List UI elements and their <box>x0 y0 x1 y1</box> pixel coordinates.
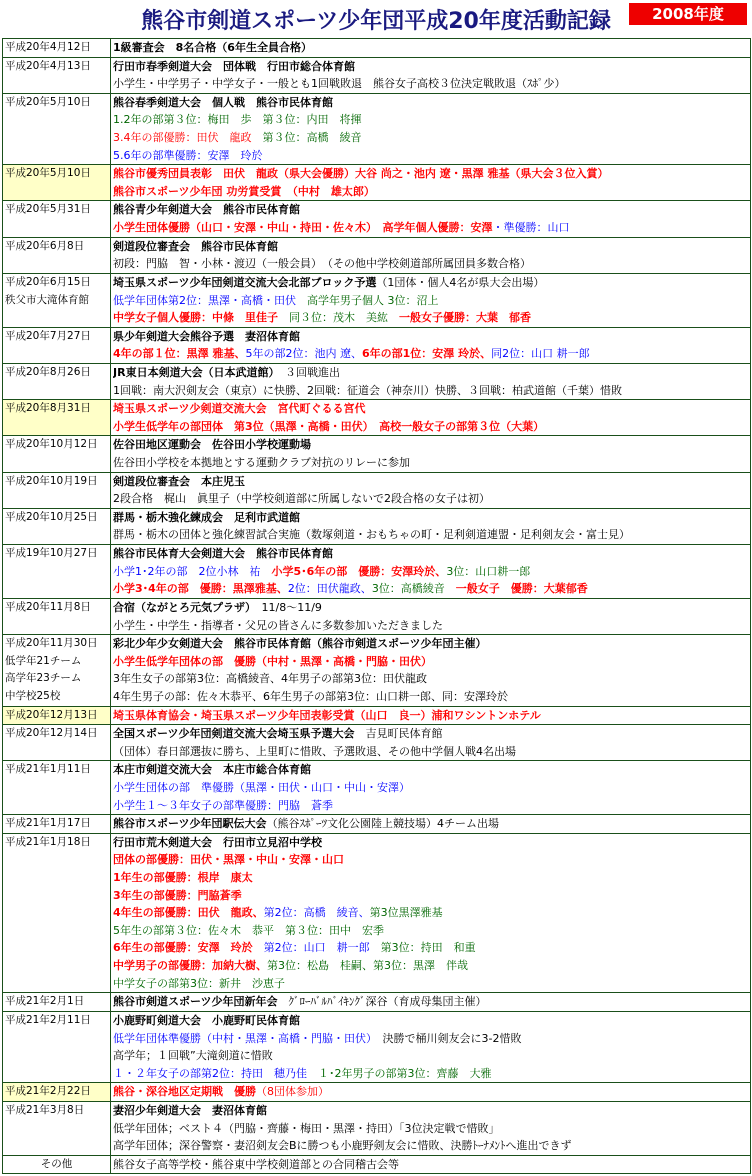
date-cell <box>3 725 111 761</box>
date-cell <box>3 363 111 399</box>
detail-line <box>113 617 748 635</box>
text-segment: （1団体・個人4名が県大会出場） <box>376 275 545 289</box>
text-segment: 低学年団体；ベスト４（門脇・齊藤・梅田・黒澤・持田）「3位決定戦で惜敗」 <box>113 1121 500 1135</box>
date-line: 平成20年11月8日 <box>5 600 91 613</box>
activity-row <box>3 39 751 58</box>
date-cell <box>3 1083 111 1102</box>
text-segment: 3年生の部優勝：門脇蒼季 <box>113 888 242 902</box>
date-cell <box>3 201 111 237</box>
detail-line <box>113 797 748 815</box>
detail-cell <box>111 833 751 992</box>
date-line: 平成20年10月19日 <box>5 474 98 487</box>
event-heading-line <box>113 834 748 852</box>
text-segment: 群馬・栃木の団体と強化練習試合実施（数塚剣道・おもちゃの町・足利剣道連盟・足利剣友会・富士見） <box>113 528 630 542</box>
text-segment: 2位：田伏龍政、 <box>287 582 372 596</box>
event-heading-line <box>113 94 748 112</box>
text-segment: 吉見町民体育館 <box>354 727 443 741</box>
event-heading-line <box>113 599 748 617</box>
date-line: 平成20年5月10日 <box>5 167 91 180</box>
activity-row <box>3 472 751 508</box>
event-heading-line <box>113 1012 748 1030</box>
text-segment: 3位：高橋綾音 <box>371 582 445 596</box>
event-heading-line <box>113 436 748 454</box>
text-segment: 高学年団体；深谷警察・妻沼剣友会Bに勝つも小鹿野剣友会に惜敗、決勝ﾄｰﾅﾒﾝﾄへ進出できず <box>113 1139 572 1153</box>
activity-row <box>3 833 751 992</box>
text-segment: 6年の部1位：安澤 玲於、 <box>361 347 492 361</box>
detail-line <box>113 147 748 165</box>
detail-line <box>113 292 748 310</box>
text-segment: 小学1･2年の部 2位小林 祐 <box>113 564 261 578</box>
text-segment: 本庄市剣道交流大会 本庄市総合体育館 <box>113 763 311 777</box>
detail-line <box>113 1030 748 1048</box>
event-heading-line <box>113 993 748 1011</box>
detail-line <box>113 111 748 129</box>
detail-cell <box>111 400 751 436</box>
activity-row <box>3 165 751 201</box>
date-cell <box>3 545 111 599</box>
event-heading-line <box>113 201 748 219</box>
activity-row <box>3 436 751 472</box>
text-segment: 熊谷市剣道スポーツ少年団新年会 <box>113 995 278 1009</box>
event-heading-line <box>113 725 748 743</box>
date-cell <box>3 1155 111 1174</box>
text-segment: 熊谷市優秀団員表彰 田伏 龍政（県大会優勝）大谷 尚之・池内 遼・黒澤 雅基（県大会３位入賞） <box>113 167 609 181</box>
date-cell <box>3 165 111 201</box>
activity-row <box>3 598 751 634</box>
date-cell <box>3 1011 111 1082</box>
text-segment: 小学生・中学生・指導者・父兄の皆さんに多数参加いただきました <box>113 618 443 632</box>
event-heading-line <box>113 761 748 779</box>
event-heading-line <box>113 58 748 76</box>
activity-row <box>3 1083 751 1102</box>
date-line: 平成21年1月11日 <box>5 763 91 776</box>
text-segment: 4年生の部優勝：田伏 龍政、 <box>113 906 264 920</box>
date-line: 平成20年6月8日 <box>5 239 85 252</box>
text-segment: JR東日本剣道大会（日本武道館） <box>113 365 275 379</box>
detail-line <box>113 939 748 957</box>
event-heading-line <box>113 165 748 183</box>
text-segment: 熊谷市スポーツ少年団 功労賞受賞 （中村 雄太郎） <box>113 184 375 198</box>
text-segment: 全国スポーツ少年団剣道交流大会埼玉県予選大会 <box>113 727 355 741</box>
text-segment: 埼玉県スポーツ少年団剣道交流大会北部ブロック予選 <box>113 275 377 289</box>
event-heading-line <box>113 473 748 491</box>
text-segment: 同2位：山口 耕一郎 <box>491 347 590 361</box>
text-segment: 小学5･6年の部 優勝：安澤玲於、 <box>260 564 447 578</box>
date-line: 平成20年11月30日 <box>5 637 98 650</box>
detail-line <box>113 75 748 93</box>
activity-table <box>2 38 751 1174</box>
text-segment: 彩北少年少女剣道大会 熊谷市民体育館（熊谷市剣道スポーツ少年団主催） <box>113 637 487 651</box>
text-segment: 群馬・栃木強化練成会 足利市武道館 <box>113 510 300 524</box>
text-segment: 団体の部優勝：田伏・黒澤・中山・安澤・山口 <box>113 853 344 867</box>
text-segment: 4年の部１位：黒澤 雅基、 <box>113 347 246 361</box>
text-segment: 同３位：茂木 美紘 <box>278 311 388 325</box>
detail-line <box>113 129 748 147</box>
detail-line <box>113 869 748 887</box>
date-cell <box>3 273 111 327</box>
date-cell <box>3 327 111 363</box>
text-segment: 11/8〜11/9 <box>250 600 322 614</box>
activity-row <box>3 545 751 599</box>
text-segment: １･2年男子の部第3位：齊藤 大雅 <box>307 1066 492 1080</box>
detail-cell <box>111 436 751 472</box>
date-cell <box>3 761 111 815</box>
activity-row <box>3 725 751 761</box>
text-segment: 低学年団体準優勝（中村・黒澤・高橋・門脇・田伏） <box>113 1031 372 1045</box>
date-line: 秩父市大滝体育館 <box>5 293 89 306</box>
detail-line <box>113 975 748 993</box>
text-segment: 熊谷市スポーツ少年団駅伝大会 <box>113 817 267 831</box>
activity-row <box>3 993 751 1012</box>
date-cell <box>3 993 111 1012</box>
detail-cell <box>111 165 751 201</box>
text-segment: 埼玉県体育協会・埼玉県スポーツ少年団表彰受賞（山口 良一）浦和ワシントンホテル <box>113 708 541 722</box>
activity-row <box>3 706 751 725</box>
date-cell <box>3 1101 111 1155</box>
activity-row <box>3 635 751 706</box>
date-line: 平成19年10月27日 <box>5 547 98 560</box>
detail-line <box>113 490 748 508</box>
detail-cell <box>111 39 751 58</box>
activity-row <box>3 273 751 327</box>
event-heading-line <box>113 707 748 725</box>
event-heading-line <box>113 1102 748 1120</box>
detail-cell <box>111 1011 751 1082</box>
detail-line <box>113 1120 748 1138</box>
date-line: 高学年23チーム <box>5 672 82 685</box>
text-segment: １・２年女子の部第2位：持田 穂乃佳 <box>113 1066 307 1080</box>
detail-line <box>113 922 748 940</box>
event-heading-line <box>113 400 748 418</box>
detail-line <box>113 1047 748 1065</box>
detail-cell <box>111 472 751 508</box>
detail-line <box>113 309 748 327</box>
event-heading-line <box>113 1083 748 1101</box>
activity-row <box>3 201 751 237</box>
date-cell <box>3 93 111 164</box>
date-cell <box>3 833 111 992</box>
text-segment: 高学年男子個人 3位：沼上 <box>296 293 439 307</box>
detail-line <box>113 526 748 544</box>
text-segment: 6年生の部優勝：安澤 玲於 <box>113 941 264 955</box>
detail-cell <box>111 57 751 93</box>
date-line: 平成21年2月1日 <box>5 995 85 1008</box>
event-heading-line <box>113 39 748 57</box>
date-line: その他 <box>40 1157 73 1170</box>
text-segment: 5.6年の部準優勝：安澤 玲於 <box>113 148 263 162</box>
text-segment: 3年生女子の部第3位：高橋綾音、4年男子の部第3位：田伏龍政 <box>113 672 427 686</box>
text-segment: 妻沼少年剣道大会 妻沼体育館 <box>113 1103 267 1117</box>
year-badge: 2008年度 <box>629 3 747 25</box>
text-segment: 行田市春季剣道大会 団体戦 行田市総合体育館 <box>113 59 355 73</box>
detail-cell <box>111 706 751 725</box>
text-segment: 小学生１〜３年女子の部準優勝：門脇 蒼季 <box>113 798 333 812</box>
detail-line <box>113 743 748 761</box>
detail-line <box>113 454 748 472</box>
event-heading-line <box>113 364 748 382</box>
text-segment: 小学生団体優勝（山口・安澤・中山・持田・佐々木） <box>113 221 372 235</box>
text-segment: 高学年；１回戦”大滝剣道に惜敗 <box>113 1049 273 1063</box>
activity-row <box>3 1155 751 1174</box>
date-line: 平成21年2月22日 <box>5 1085 91 1098</box>
text-segment: 中学女子の部第3位：新井 沙恵子 <box>113 976 285 990</box>
detail-line <box>113 957 748 975</box>
text-segment: ｸﾞﾛｰﾊﾞﾙﾊﾞｲｷﾝｸﾞ深谷（育成母集団主催） <box>277 995 487 1009</box>
event-heading-line <box>113 509 748 527</box>
text-segment: 佐谷田地区運動会 佐谷田小学校運動場 <box>113 438 311 452</box>
date-cell <box>3 635 111 706</box>
date-line: 平成20年4月13日 <box>5 59 91 72</box>
text-segment: 小学生・中学男子・中学女子・一般とも1回戦敗退 熊谷女子高校３位決定戦敗退（ｽﾎﾟ少） <box>113 77 566 91</box>
detail-line <box>113 851 748 869</box>
activity-row <box>3 237 751 273</box>
date-cell <box>3 815 111 834</box>
activity-row <box>3 815 751 834</box>
detail-line <box>113 219 748 237</box>
text-segment: 一般女子優勝：大葉 郁香 <box>388 311 531 325</box>
date-line: 平成20年10月25日 <box>5 510 98 523</box>
text-segment: ３回戦進出 <box>274 365 341 379</box>
text-segment: 2段合格 梶山 眞里子（中学校剣道部に所属しないで2段合格の女子は初） <box>113 492 490 506</box>
detail-cell <box>111 635 751 706</box>
activity-row <box>3 400 751 436</box>
text-segment: 1年生の部優勝：根岸 康太 <box>113 871 253 885</box>
date-cell <box>3 472 111 508</box>
detail-cell <box>111 201 751 237</box>
detail-cell <box>111 545 751 599</box>
date-line: 平成21年3月8日 <box>5 1103 85 1116</box>
text-segment: 第3位：松島 桂嗣、第3位：黒澤 伴哉 <box>267 959 468 973</box>
detail-cell <box>111 1083 751 1102</box>
detail-cell <box>111 598 751 634</box>
text-segment: 第3位：持田 和重 <box>369 941 476 955</box>
detail-line <box>113 779 748 797</box>
text-segment: 佐谷田小学校を本拠地とする運動クラブ対抗のリレーに参加 <box>113 456 410 470</box>
activity-table-body <box>3 39 751 1174</box>
detail-line <box>113 688 748 706</box>
date-line: 平成20年12月13日 <box>5 708 98 721</box>
activity-row <box>3 363 751 399</box>
date-line: 平成20年10月12日 <box>5 438 98 451</box>
text-segment: 熊谷・深谷地区定期戦 優勝 <box>113 1085 256 1099</box>
text-segment: 第3位黒澤雅基 <box>369 906 443 920</box>
date-line: 平成20年6月15日 <box>5 275 91 288</box>
event-heading-line <box>113 238 748 256</box>
text-segment: 行田市荒木剣道大会 行田市立見沼中学校 <box>113 835 322 849</box>
activity-row <box>3 761 751 815</box>
date-cell <box>3 400 111 436</box>
text-segment: 剣道段位審査会 本庄児玉 <box>113 474 245 488</box>
text-segment: 合宿（ながとろ元気プラザ） <box>113 600 251 614</box>
activity-row <box>3 1101 751 1155</box>
text-segment: 5年の部2位：池内 遼、 <box>245 347 362 361</box>
text-segment: 小学生団体の部 準優勝（黒澤・田伏・山口・中山・安澤） <box>113 780 410 794</box>
detail-cell <box>111 725 751 761</box>
detail-line <box>113 1137 748 1155</box>
text-segment: 小学3･4年の部 優勝：黒澤雅基、 <box>113 582 288 596</box>
detail-cell <box>111 761 751 815</box>
text-segment: 決勝で桶川剣友会に3-2惜敗 <box>371 1031 522 1045</box>
text-segment: 1.2年の部第３位：梅田 歩 第３位：内田 将揮 <box>113 113 362 127</box>
text-segment: 中学男子の部優勝：加納大樹、 <box>113 959 267 973</box>
detail-cell <box>111 273 751 327</box>
date-cell <box>3 237 111 273</box>
date-line: 平成20年5月31日 <box>5 203 91 216</box>
detail-line <box>113 382 748 400</box>
text-segment: 1回戦：南大沢剣友会（東京）に快勝、2回戦：征道会（神奈川）快勝、３回戦：柏武道館（千葉）惜敗 <box>113 383 622 397</box>
event-heading-line <box>113 1156 748 1174</box>
detail-line <box>113 887 748 905</box>
detail-cell <box>111 363 751 399</box>
date-line: 平成20年5月10日 <box>5 95 91 108</box>
date-line: 平成21年1月18日 <box>5 835 91 848</box>
date-line: 中学校25校 <box>5 689 61 702</box>
page-title: 熊谷市剣道スポーツ少年団平成20年度活動記録 <box>141 9 611 34</box>
detail-line <box>113 255 748 273</box>
date-line: 平成20年8月26日 <box>5 365 91 378</box>
detail-cell <box>111 1155 751 1174</box>
detail-line <box>113 563 748 581</box>
text-segment: 1級審査会 8名合格（6年生全員合格） <box>113 41 312 54</box>
detail-line <box>113 183 748 201</box>
text-segment: 5年生の部第３位：佐々木 恭平 第３位：田中 宏季 <box>113 923 384 937</box>
activity-row <box>3 327 751 363</box>
detail-line <box>113 670 748 688</box>
text-segment: 熊谷春季剣道大会 個人戦 熊谷市民体育館 <box>113 95 333 109</box>
date-line: 平成21年2月11日 <box>5 1013 91 1026</box>
event-heading-line <box>113 545 748 563</box>
detail-line <box>113 1065 748 1083</box>
detail-cell <box>111 1101 751 1155</box>
date-line: 平成20年4月12日 <box>5 41 91 53</box>
event-heading-line <box>113 328 748 346</box>
text-segment: 第2位：高橋 綾音、 <box>263 906 370 920</box>
text-segment: 中学女子個人優勝：中條 里佳子 <box>113 311 278 325</box>
text-segment: 熊谷女子高等学校・熊谷東中学校剣道部との合同稽古会等 <box>113 1157 399 1171</box>
date-cell <box>3 436 111 472</box>
date-cell <box>3 57 111 93</box>
text-segment: 高学年個人優勝：安澤 <box>371 221 493 235</box>
date-cell <box>3 39 111 58</box>
event-heading-line <box>113 635 748 653</box>
text-segment: （団体）春日部選抜に勝ち、上里町に惜敗、予選敗退、その他中学個人戦4名出場 <box>113 744 516 758</box>
text-segment: 県少年剣道大会熊谷予選 妻沼体育館 <box>113 329 300 343</box>
text-segment: 熊谷青少年剣道大会 熊谷市民体育館 <box>113 203 300 217</box>
date-cell <box>3 598 111 634</box>
text-segment: ・準優勝：山口 <box>492 221 570 235</box>
detail-line <box>113 580 748 598</box>
text-segment: 3.4年の部優勝：田伏 龍政 <box>113 131 252 145</box>
detail-cell <box>111 327 751 363</box>
event-heading-line <box>113 274 748 292</box>
text-segment: 小鹿野町剣道大会 小鹿野町民体育館 <box>113 1013 300 1027</box>
activity-row <box>3 1011 751 1082</box>
text-segment: 剣道段位審査会 熊谷市民体育館 <box>113 239 278 253</box>
detail-cell <box>111 508 751 544</box>
detail-cell <box>111 815 751 834</box>
activity-row <box>3 508 751 544</box>
detail-line <box>113 345 748 363</box>
text-segment: 小学生低学年の部団体 第3位（黒澤・高橋・田伏） 高校一般女子の部第３位（大葉） <box>113 419 545 433</box>
date-line: 平成20年12月14日 <box>5 727 98 740</box>
detail-line <box>113 653 748 671</box>
text-segment: 第３位：高橋 綾音 <box>251 131 362 145</box>
date-line: 低学年21チーム <box>5 654 82 667</box>
detail-line <box>113 418 748 436</box>
detail-cell <box>111 993 751 1012</box>
date-line: 平成20年7月27日 <box>5 329 91 342</box>
detail-line <box>113 904 748 922</box>
text-segment: 熊谷市民体育大会剣道大会 熊谷市民体育館 <box>113 547 333 561</box>
activity-row <box>3 57 751 93</box>
text-segment: 低学年団体第2位：黒澤・高橋・田伏 <box>113 293 296 307</box>
text-segment: 埼玉県スポーツ少剣道交流大会 宮代町ぐるる宮代 <box>113 402 366 416</box>
date-line: 平成20年8月31日 <box>5 402 91 415</box>
text-segment: 小学生低学年団体の部 優勝（中村・黒澤・高橋・門脇・田伏） <box>113 654 432 668</box>
detail-cell <box>111 237 751 273</box>
title-area <box>0 0 752 38</box>
date-cell <box>3 508 111 544</box>
text-segment: 3位：山口耕一郎 <box>446 564 531 578</box>
text-segment: 4年生男子の部：佐々木恭平、6年生男子の部第3位：山口耕一郎、同：安澤玲於 <box>113 689 508 703</box>
event-heading-line <box>113 815 748 833</box>
text-segment: 初段：門脇 智・小林・渡辺（一般会員） （その他中学校剣道部所属団員多数合格） <box>113 257 531 271</box>
date-line: 平成21年1月17日 <box>5 817 91 830</box>
text-segment: （8団体参加） <box>256 1085 329 1099</box>
date-cell <box>3 706 111 725</box>
text-segment: （熊谷ｽﾎﾟｰﾂ文化公園陸上競技場）4チーム出場 <box>266 817 500 831</box>
text-segment: 第2位：山口 耕一郎 <box>263 941 370 955</box>
activity-row <box>3 93 751 164</box>
text-segment: 一般女子 優勝：大葉郁香 <box>444 582 588 596</box>
detail-cell <box>111 93 751 164</box>
